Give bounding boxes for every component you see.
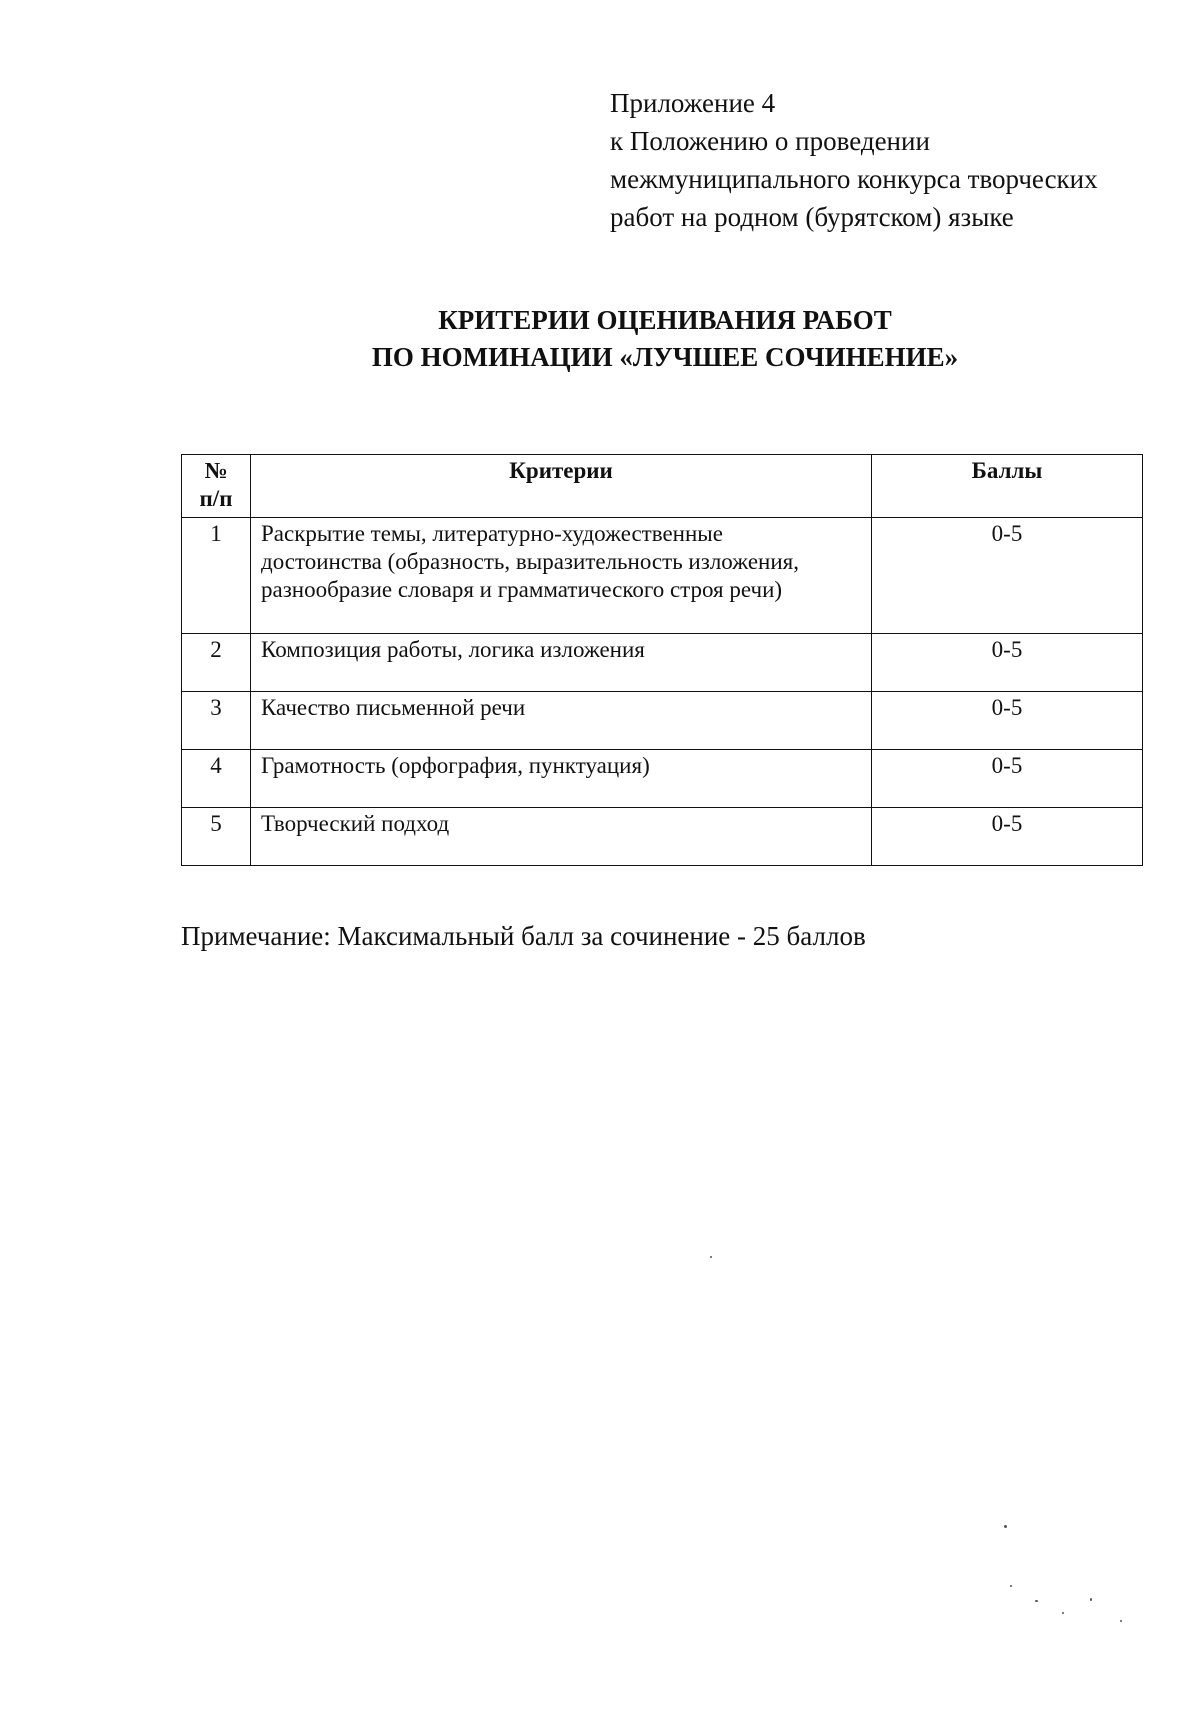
- header-score: Баллы: [872, 455, 1143, 518]
- scan-speck: [1062, 1612, 1064, 1614]
- appendix-header: [610, 84, 1170, 236]
- title-line-1: КРИТЕРИИ ОЦЕНИВАНИЯ РАБОТ: [438, 305, 892, 335]
- header-number-line-1: №: [204, 458, 228, 483]
- row-criteria: Грамотность (орфография, пунктуация): [251, 750, 872, 808]
- row-number: 3: [182, 692, 251, 750]
- title-line-2: ПО НОМИНАЦИИ «ЛУЧШЕЕ СОЧИНЕНИЕ»: [371, 342, 959, 372]
- header-number-line-2: п/п: [199, 486, 233, 511]
- row-score: 0-5: [872, 692, 1143, 750]
- table-row: [182, 634, 1143, 692]
- table-header-row: [182, 455, 1143, 518]
- scan-speck: [1090, 1598, 1092, 1601]
- row-score: 0-5: [872, 634, 1143, 692]
- table-row: [182, 518, 1143, 634]
- scan-speck: [1120, 1620, 1122, 1622]
- table-row: [182, 808, 1143, 866]
- row-criteria: [251, 518, 872, 634]
- appendix-number: Приложение 4: [610, 88, 776, 118]
- row-score: 0-5: [872, 518, 1143, 634]
- appendix-reference-line-2: межмуниципального конкурса творческих: [610, 164, 1098, 194]
- row-criteria-line: разнообразие словаря и грамматического строя речи): [261, 577, 783, 602]
- table-row: [182, 692, 1143, 750]
- document-note: Примечание: Максимальный балл за сочинение - 25 баллов: [181, 921, 866, 951]
- header-criteria: Критерии: [251, 455, 872, 518]
- row-criteria: Творческий подход: [251, 808, 872, 866]
- appendix-reference-line-3: работ на родном (бурятском) языке: [610, 202, 1014, 232]
- criteria-table: [181, 454, 1143, 866]
- row-number: 1: [182, 518, 251, 634]
- table-row: [182, 750, 1143, 808]
- row-criteria-line: достоинства (образность, выразительность изложения,: [261, 549, 799, 574]
- scan-speck: [1004, 1525, 1007, 1528]
- scan-speck: [710, 1256, 712, 1258]
- row-number: 2: [182, 634, 251, 692]
- row-number: 4: [182, 750, 251, 808]
- appendix-reference-line-1: к Положению о проведении: [610, 126, 930, 156]
- row-score: 0-5: [872, 750, 1143, 808]
- scan-speck: [1035, 1600, 1038, 1602]
- row-number: 5: [182, 808, 251, 866]
- document-title: [0, 302, 1200, 376]
- row-score: 0-5: [872, 808, 1143, 866]
- scan-speck: [1010, 1585, 1012, 1587]
- header-number: [182, 455, 251, 518]
- row-criteria: Качество письменной речи: [251, 692, 872, 750]
- row-criteria-line: Раскрытие темы, литературно-художественные: [261, 521, 723, 546]
- row-criteria: Композиция работы, логика изложения: [251, 634, 872, 692]
